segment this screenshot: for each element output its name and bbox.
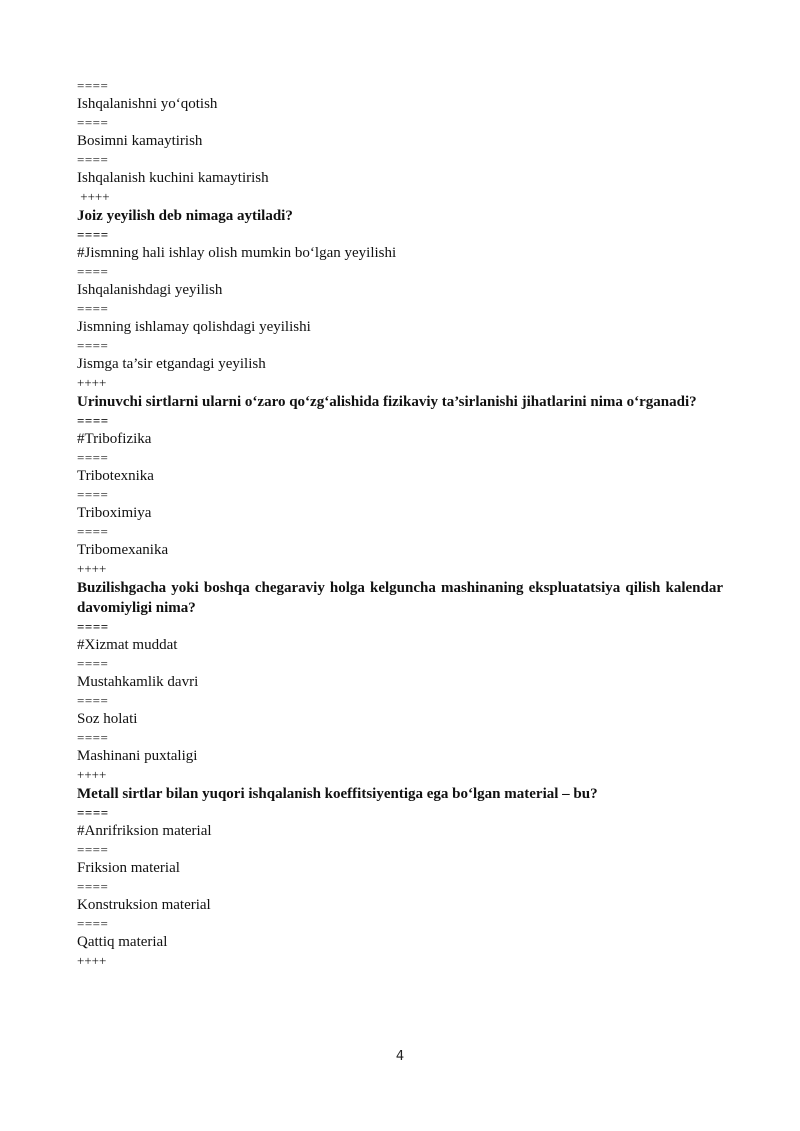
separator-line: ==== <box>77 805 109 820</box>
answer-option: Mashinani puxtaligi <box>77 748 198 764</box>
question-end-marker: ++++ <box>77 375 107 390</box>
separator-line: ==== <box>77 338 109 353</box>
question-text: Joiz yeyilish deb nimaga aytiladi? <box>77 208 293 224</box>
separator-line: ==== <box>77 152 109 167</box>
question-end-marker: ++++ <box>77 189 110 204</box>
answer-option: Jismga ta’sir etgandagi yeyilish <box>77 356 266 372</box>
answer-option: Tribotexnika <box>77 468 154 484</box>
answer-option: Ishqalanishni yo‘qotish <box>77 96 218 112</box>
correct-answer-option: #Tribofizika <box>77 431 152 447</box>
separator-line: ==== <box>77 413 109 428</box>
separator-line: ==== <box>77 227 109 242</box>
separator-line: ==== <box>77 487 109 502</box>
question-end-marker: ++++ <box>77 561 107 576</box>
answer-option: Bosimni kamaytirish <box>77 133 203 149</box>
separator-line: ==== <box>77 524 109 539</box>
correct-answer-option: #Anrifriksion material <box>77 823 212 839</box>
question-end-marker: ++++ <box>77 767 107 782</box>
answer-option: Triboximiya <box>77 505 152 521</box>
separator-line: ==== <box>77 450 109 465</box>
answer-option: Ishqalanish kuchini kamaytirish <box>77 170 269 186</box>
separator-line: ==== <box>77 78 109 93</box>
separator-line: ==== <box>77 730 109 745</box>
separator-line: ==== <box>77 301 109 316</box>
answer-option: Tribomexanika <box>77 542 169 558</box>
answer-option: Jismning ishlamay qolishdagi yeyilishi <box>77 319 311 335</box>
answer-option: Friksion material <box>77 860 180 876</box>
answer-option: Qattiq material <box>77 934 168 950</box>
separator-line: ==== <box>77 115 109 130</box>
question-end-marker: ++++ <box>77 953 107 968</box>
correct-answer-option: #Jismning hali ishlay olish mumkin bo‘lgan yeyilishi <box>77 245 397 261</box>
question-text: Metall sirtlar bilan yuqori ishqalanish koeffitsiyentiga ega bo‘lgan material – bu? <box>77 786 598 802</box>
question-text: Buzilishgacha yoki boshqa chegaraviy holga kelguncha mashinaning ekspluatatsiya qilish kalendar davomiyligi nima? <box>77 580 723 616</box>
separator-line: ==== <box>77 656 109 671</box>
answer-option: Mustahkamlik davri <box>77 674 199 690</box>
separator-line: ==== <box>77 842 109 857</box>
separator-line: ==== <box>77 916 109 931</box>
page-number: 4 <box>395 1049 405 1064</box>
separator-line: ==== <box>77 264 109 279</box>
answer-option: Ishqalanishdagi yeyilish <box>77 282 223 298</box>
question-text: Urinuvchi sirtlarni ularni o‘zaro qo‘zg‘alishida fizikaviy ta’sirlanishi jihatlarini nima o‘rganadi? <box>77 394 697 410</box>
correct-answer-option: #Xizmat muddat <box>77 637 178 653</box>
separator-line: ==== <box>77 879 109 894</box>
document-body <box>77 77 723 970</box>
answer-option: Konstruksion material <box>77 897 211 913</box>
separator-line: ==== <box>77 619 109 634</box>
separator-line: ==== <box>77 693 109 708</box>
answer-option: Soz holati <box>77 711 138 727</box>
